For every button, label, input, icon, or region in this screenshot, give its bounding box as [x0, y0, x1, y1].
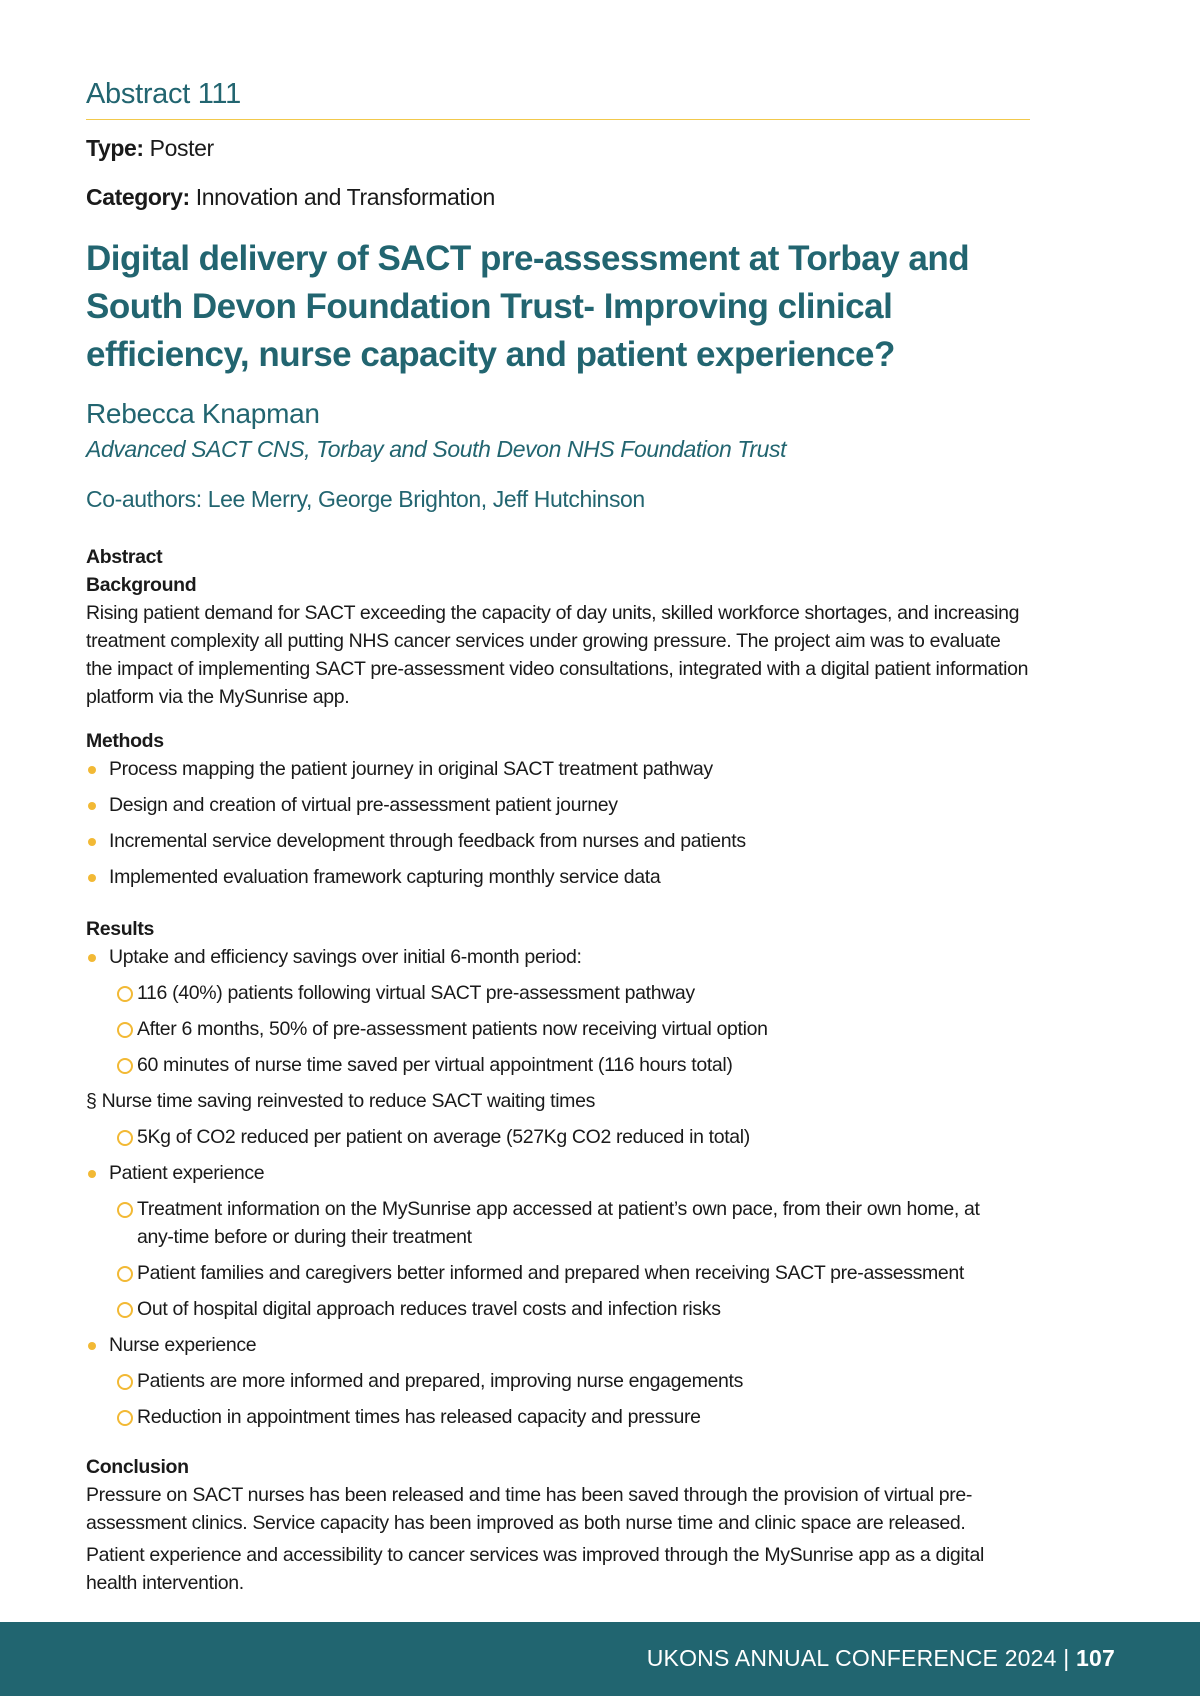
circle-bullet-icon	[117, 1410, 133, 1426]
coauthors: Co-authors: Lee Merry, George Brighton, Jeff Hutchinson	[86, 486, 645, 512]
footer-bar	[0, 1622, 1200, 1696]
circle-bullet-icon	[117, 1130, 133, 1146]
circle-bullet-icon	[117, 986, 133, 1002]
list-item: After 6 months, 50% of pre-assessment patients now receiving virtual option	[86, 1015, 1030, 1043]
bullet-icon	[88, 1342, 96, 1350]
list-item: Patient families and caregivers better informed and prepared when receiving SACT pre-assessment	[86, 1259, 1030, 1287]
circle-bullet-icon	[117, 1058, 133, 1074]
bullet-icon	[88, 1170, 96, 1178]
conference-name: UKONS ANNUAL CONFERENCE 2024 |	[646, 1645, 1077, 1671]
type-value: Poster	[149, 135, 214, 161]
methods-heading: Methods	[86, 730, 164, 752]
circle-bullet-icon	[117, 1202, 133, 1218]
list-item: Out of hospital digital approach reduces travel costs and infection risks	[86, 1295, 1030, 1323]
conclusion-section	[86, 1453, 1030, 1597]
abstract-heading: Abstract	[86, 546, 163, 568]
methods-section	[86, 727, 1030, 899]
footer-label	[647, 1645, 1115, 1672]
category-line	[86, 184, 495, 211]
results-heading: Results	[86, 918, 154, 940]
list-item: Patient experience	[86, 1159, 1030, 1187]
background-text: Rising patient demand for SACT exceeding the capacity of day units, skilled workforce shortages, and increasing treatment complexity all putting NHS cancer services under growing pressure. The project aim was to evaluate the impact of implementing SACT pre-assessment video consultations, integrated with a digital patient information platform via the MySunrise app.	[86, 602, 1029, 708]
conclusion-text-2: Patient experience and accessibility to cancer services was improved through the MySunrise app as a digital health intervention.	[86, 1544, 984, 1594]
conclusion-heading: Conclusion	[86, 1456, 189, 1478]
page-number: 107	[1076, 1645, 1115, 1671]
bullet-icon	[88, 954, 96, 962]
list-item: Process mapping the patient journey in original SACT treatment pathway	[86, 755, 1030, 783]
list-item: 116 (40%) patients following virtual SACT pre-assessment pathway	[86, 979, 1030, 1007]
list-item: Patients are more informed and prepared, improving nurse engagements	[86, 1367, 1030, 1395]
list-item: Incremental service development through feedback from nurses and patients	[86, 827, 1030, 855]
results-list	[86, 943, 1030, 1431]
list-item: Implemented evaluation framework capturing monthly service data	[86, 863, 1030, 891]
circle-bullet-icon	[117, 1022, 133, 1038]
section-sign-item: § Nurse time saving reinvested to reduce SACT waiting times	[86, 1090, 595, 1112]
list-item: Treatment information on the MySunrise app accessed at patient’s own pace, from their own home, at any-time before or during their treatment	[86, 1195, 1030, 1251]
conclusion-text-1: Pressure on SACT nurses has been released and time has been saved through the provision of virtual pre-assessment clinics. Service capacity has been improved as both nurse time and clinic space are released.	[86, 1484, 973, 1534]
list-item: 60 minutes of nurse time saved per virtual appointment (116 hours total)	[86, 1051, 1030, 1079]
author-affiliation: Advanced SACT CNS, Torbay and South Devon NHS Foundation Trust	[86, 436, 787, 462]
background-section	[86, 543, 1030, 711]
list-item: Uptake and efficiency savings over initial 6-month period:	[86, 943, 1030, 971]
circle-bullet-icon	[117, 1302, 133, 1318]
bullet-icon	[88, 838, 96, 846]
circle-bullet-icon	[117, 1374, 133, 1390]
list-item: 5Kg of CO2 reduced per patient on average (527Kg CO2 reduced in total)	[86, 1123, 1030, 1151]
bullet-icon	[88, 802, 96, 810]
list-item: Nurse experience	[86, 1331, 1030, 1359]
category-label: Category:	[86, 184, 190, 210]
abstract-title: Digital delivery of SACT pre-assessment at Torbay and South Devon Foundation Trust- Improving clinical efficiency, nurse capacity and patient experience?	[86, 239, 970, 374]
circle-bullet-icon	[117, 1266, 133, 1282]
abstract-number: Abstract 111	[86, 78, 241, 110]
category-value: Innovation and Transformation	[195, 184, 495, 210]
list-item: Design and creation of virtual pre-assessment patient journey	[86, 791, 1030, 819]
type-line	[86, 135, 214, 162]
results-section	[86, 915, 1030, 1439]
bullet-icon	[88, 766, 96, 774]
bullet-icon	[88, 874, 96, 882]
methods-list	[86, 755, 1030, 891]
background-heading: Background	[86, 574, 197, 596]
type-label: Type:	[86, 135, 144, 161]
header-divider	[86, 119, 1030, 120]
author-name: Rebecca Knapman	[86, 398, 320, 429]
list-item: Reduction in appointment times has released capacity and pressure	[86, 1403, 1030, 1431]
